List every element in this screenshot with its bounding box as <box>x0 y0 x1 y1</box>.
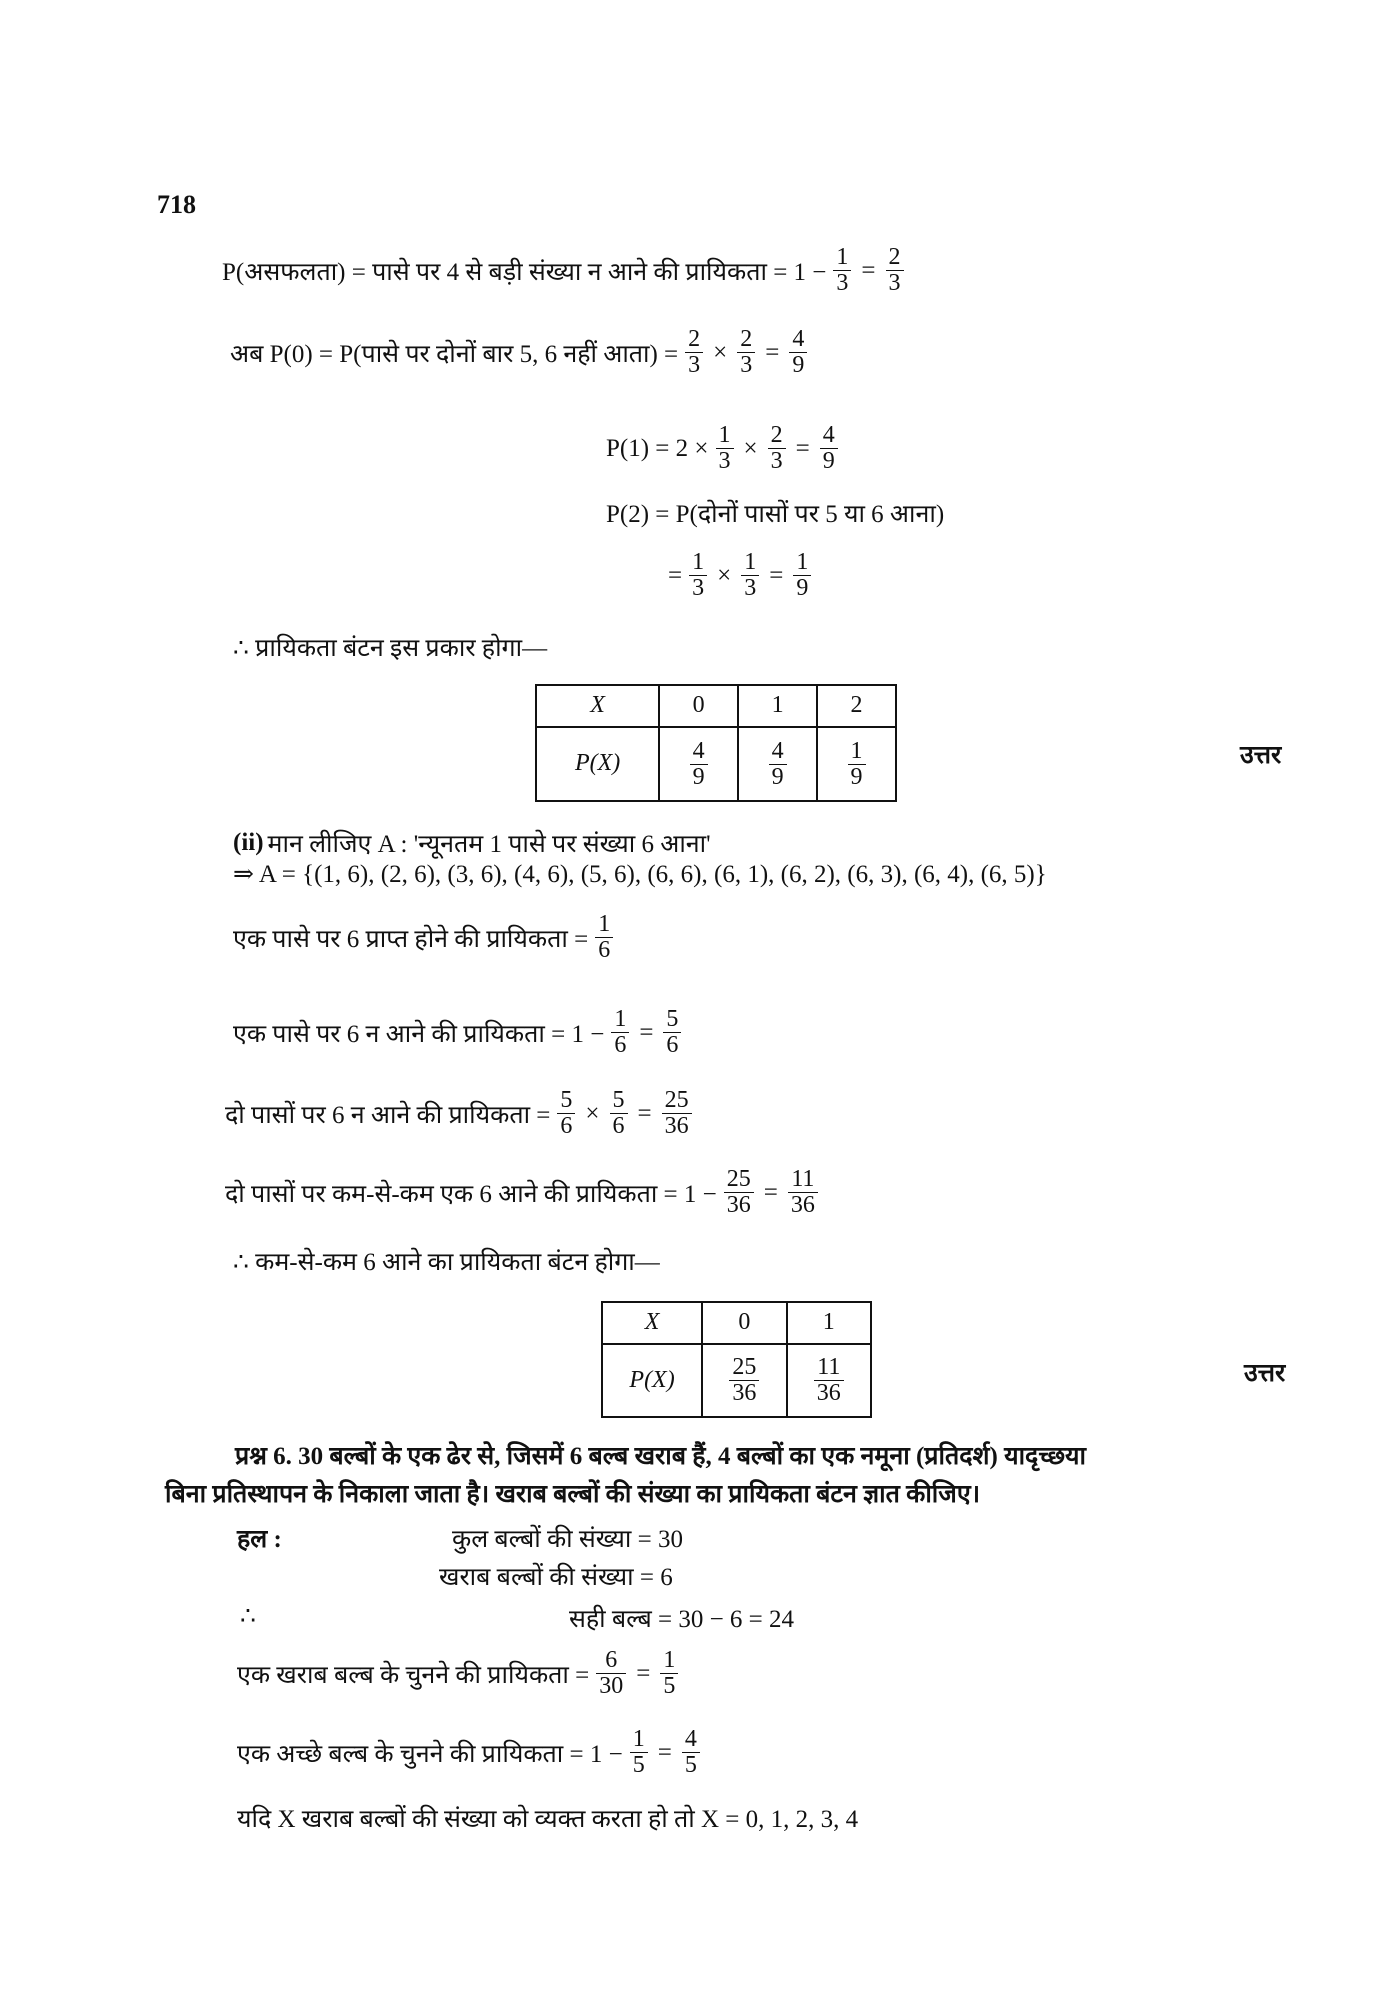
fraction <box>848 739 866 790</box>
text: एक पासे पर 6 प्राप्त होने की प्रायिकता = <box>233 925 589 953</box>
numerator: 11 <box>791 1166 815 1192</box>
denominator: 9 <box>789 352 807 378</box>
table-cell: 0 <box>702 1302 786 1344</box>
denominator: 6 <box>610 1113 628 1139</box>
denominator: 3 <box>741 575 759 601</box>
equals: = <box>637 1099 652 1127</box>
line-p2 <box>606 496 944 530</box>
equals: = <box>765 338 780 366</box>
distribution-table-1 <box>535 684 897 802</box>
solution-total-bulbs: कुल बल्बों की संख्या = 30 <box>452 1526 683 1553</box>
line-distribution-intro-2 <box>233 1244 660 1278</box>
row-label: P(X) <box>574 750 621 777</box>
equals: = <box>657 1738 672 1766</box>
row-label: P(X) <box>629 1366 675 1393</box>
text: मान लीजिए A : 'न्यूनतम 1 पासे पर संख्या 6 आना' <box>267 831 711 858</box>
numerator: 2 <box>888 244 901 270</box>
denominator: 36 <box>788 1192 818 1218</box>
numerator: 4 <box>684 1726 697 1752</box>
fraction <box>741 550 759 601</box>
question-6-line-2: बिना प्रतिस्थापन के निकाला जाता है। खराब बल्बों की संख्या का प्रायिकता बंटन ज्ञात कीजिए। <box>165 1481 981 1508</box>
text: P(1) = 2 × <box>606 434 709 462</box>
fraction <box>630 1727 648 1778</box>
solution-label: हल : <box>237 1526 282 1553</box>
denominator: 9 <box>690 764 708 790</box>
fraction <box>833 245 851 296</box>
times: × <box>717 561 732 589</box>
text: P(2) = P(दोनों पासों पर 5 या 6 आना) <box>606 501 945 528</box>
distribution-table-2 <box>601 1301 872 1418</box>
numerator: 1 <box>744 549 757 575</box>
line-prob-defective <box>237 1648 681 1699</box>
text: = <box>668 561 683 589</box>
numerator: 2 <box>770 422 783 448</box>
text: अब P(0) = P(पासे पर दोनों बार 5, 6 नहीं आता) = <box>230 340 679 368</box>
table-row <box>536 685 896 727</box>
table-row <box>536 727 896 801</box>
times: × <box>713 338 728 366</box>
denominator: 5 <box>630 1752 648 1778</box>
numerator: 1 <box>718 422 731 448</box>
text: ∴ प्रायिकता बंटन इस प्रकार होगा— <box>233 635 548 662</box>
fraction <box>716 423 734 474</box>
part-label: (ii) <box>233 829 264 856</box>
denominator: 3 <box>685 352 703 378</box>
solution-defective-bulbs: खराब बल्बों की संख्या = 6 <box>439 1564 673 1591</box>
line-prob-good <box>237 1727 703 1778</box>
numerator: 1 <box>614 1006 627 1032</box>
fraction <box>660 1648 678 1699</box>
line-p1 <box>606 423 841 474</box>
numerator: 2 <box>688 326 701 352</box>
denominator: 3 <box>716 448 734 474</box>
denominator: 6 <box>557 1113 575 1139</box>
text: एक पासे पर 6 न आने की प्रायिकता = 1 − <box>233 1020 605 1048</box>
numerator: 1 <box>663 1647 676 1673</box>
denominator: 36 <box>662 1113 692 1139</box>
line-prob-at-least-one-six <box>225 1167 821 1218</box>
text: ∴ कम-से-कम 6 आने का प्रायिकता बंटन होगा— <box>233 1249 660 1276</box>
fraction <box>596 1648 626 1699</box>
table-cell <box>602 1344 702 1417</box>
fraction <box>662 1088 692 1139</box>
header: X <box>644 1309 660 1336</box>
fraction <box>663 1007 681 1058</box>
line-set-a <box>233 859 1047 889</box>
fraction <box>814 1355 844 1406</box>
numerator: 5 <box>666 1006 679 1032</box>
table-cell: 0 <box>659 685 738 727</box>
solution-good-bulbs: सही बल्ब = 30 − 6 = 24 <box>569 1606 795 1633</box>
table-cell <box>738 727 817 801</box>
numerator: 1 <box>836 244 849 270</box>
times: × <box>585 1099 600 1127</box>
table-cell <box>702 1344 786 1417</box>
line-p0 <box>230 327 810 378</box>
text: ⇒ A = {(1, 6), (2, 6), (3, 6), (4, 6), (5, 6), (6, 6), (6, 1), (6, 2), (6, 3), (6, 4), (6, 5)} <box>233 861 1047 888</box>
fraction <box>685 327 703 378</box>
numerator: 5 <box>612 1087 625 1113</box>
denominator: 36 <box>729 1380 759 1406</box>
line-p-failure <box>222 245 907 296</box>
table-cell: 1 <box>738 685 817 727</box>
numerator: 1 <box>632 1726 645 1752</box>
denominator: 3 <box>737 352 755 378</box>
header: X <box>590 692 605 719</box>
denominator: 30 <box>596 1673 626 1699</box>
denominator: 5 <box>660 1673 678 1699</box>
table-cell <box>536 685 659 727</box>
text: एक अच्छे बल्ब के चुनने की प्रायिकता = 1 − <box>237 1740 623 1768</box>
fraction <box>768 423 786 474</box>
numerator: 4 <box>792 326 805 352</box>
fraction <box>789 327 807 378</box>
equals: = <box>795 434 810 462</box>
fraction <box>724 1167 754 1218</box>
fraction <box>788 1167 818 1218</box>
fraction <box>610 1088 628 1139</box>
numerator: 25 <box>664 1087 689 1113</box>
question-6-line-1: प्रश्न 6. 30 बल्बों के एक ढेर से, जिसमें 6 बल्ब खराब हैं, 4 बल्बों का एक नमूना (प्रतिदर्श) यादृच्छया <box>235 1443 1087 1470</box>
numerator: 1 <box>850 737 863 764</box>
equals: = <box>861 256 876 284</box>
therefore-symbol: ∴ <box>240 1603 256 1630</box>
table-row <box>602 1302 871 1344</box>
equals: = <box>769 561 784 589</box>
fraction <box>729 1355 759 1406</box>
fraction <box>769 739 787 790</box>
table-cell: 1 <box>787 1302 871 1344</box>
numerator: 5 <box>560 1087 573 1113</box>
denominator: 9 <box>848 764 866 790</box>
numerator: 4 <box>822 422 835 448</box>
numerator: 1 <box>598 911 611 937</box>
table-cell <box>536 727 659 801</box>
table-cell <box>817 727 896 801</box>
fraction <box>611 1007 629 1058</box>
answer-label-2: उत्तर <box>1244 1360 1286 1387</box>
line-prob-no-six-two-dice <box>225 1088 695 1139</box>
denominator: 36 <box>724 1192 754 1218</box>
line-part-ii <box>233 826 711 860</box>
text: दो पासों पर 6 न आने की प्रायिकता = <box>225 1101 551 1129</box>
fraction <box>557 1088 575 1139</box>
fraction <box>793 550 811 601</box>
numerator: 1 <box>692 549 705 575</box>
equals: = <box>636 1659 651 1687</box>
numerator: 4 <box>692 737 705 764</box>
numerator: 4 <box>771 737 784 764</box>
equals: = <box>639 1018 654 1046</box>
numerator: 6 <box>605 1647 618 1673</box>
page-number: 718 <box>157 190 196 219</box>
numerator: 2 <box>740 326 753 352</box>
numerator: 25 <box>726 1166 751 1192</box>
denominator: 3 <box>886 270 904 296</box>
text: P(असफलता) = पासे पर 4 से बड़ी संख्या न आने की प्रायिकता = 1 − <box>222 258 827 286</box>
denominator: 5 <box>682 1752 700 1778</box>
table-cell <box>659 727 738 801</box>
denominator: 3 <box>833 270 851 296</box>
denominator: 9 <box>820 448 838 474</box>
fraction <box>737 327 755 378</box>
numerator: 1 <box>796 549 809 575</box>
table-row <box>602 1344 871 1417</box>
answer-label: उत्तर <box>1240 742 1282 769</box>
denominator: 6 <box>611 1032 629 1058</box>
fraction <box>682 1727 700 1778</box>
denominator: 9 <box>769 764 787 790</box>
denominator: 9 <box>793 575 811 601</box>
line-prob-six <box>233 912 616 963</box>
text: दो पासों पर कम-से-कम एक 6 आने की प्रायिकता = 1 − <box>225 1180 717 1208</box>
line-p2-value <box>668 550 814 601</box>
equals: = <box>763 1178 778 1206</box>
fraction <box>886 245 904 296</box>
fraction <box>690 739 708 790</box>
line-prob-not-six <box>233 1007 684 1058</box>
fraction <box>689 550 707 601</box>
numerator: 11 <box>817 1354 841 1381</box>
table-cell <box>787 1344 871 1417</box>
denominator: 3 <box>689 575 707 601</box>
table-cell <box>602 1302 702 1344</box>
line-distribution-intro <box>233 630 547 664</box>
fraction <box>595 912 613 963</box>
denominator: 6 <box>595 937 613 963</box>
times: × <box>743 434 758 462</box>
denominator: 3 <box>768 448 786 474</box>
table-cell: 2 <box>817 685 896 727</box>
fraction <box>820 423 838 474</box>
denominator: 6 <box>663 1032 681 1058</box>
line-x-values: यदि X खराब बल्बों की संख्या को व्यक्त करता हो तो X = 0, 1, 2, 3, 4 <box>237 1806 859 1833</box>
numerator: 25 <box>732 1354 757 1381</box>
text: एक खराब बल्ब के चुनने की प्रायिकता = <box>237 1661 590 1689</box>
denominator: 36 <box>814 1380 844 1406</box>
